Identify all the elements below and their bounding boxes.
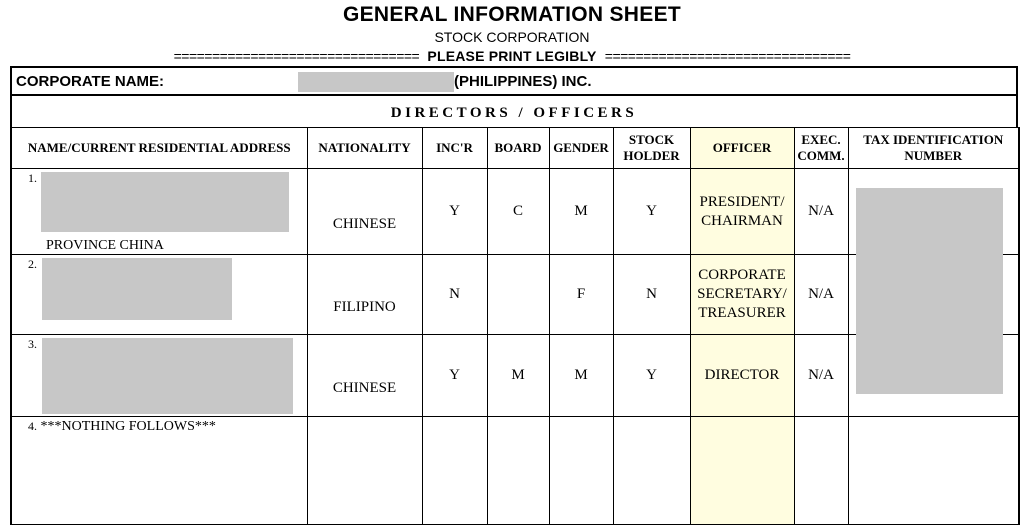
stock-label: STOCK (628, 132, 675, 147)
nationality-value: CHINESE (332, 215, 397, 232)
name-redaction (42, 258, 232, 320)
rule-right: ================================ (604, 48, 851, 64)
comm-label: COMM. (797, 148, 845, 163)
officer-cell (690, 169, 794, 255)
col-header-nationality: NATIONALITY (307, 128, 422, 169)
name-cell (11, 255, 307, 335)
exec-cell (794, 417, 848, 525)
col-header-board: BOARD (487, 128, 549, 169)
tin-label-1: TAX IDENTIFICATION (863, 132, 1004, 147)
col-header-incr: INC'R (422, 128, 487, 169)
col-header-stockholder (613, 128, 690, 169)
officer-line: SECRETARY/ (697, 286, 787, 302)
nationality-cell (307, 169, 422, 255)
name-cell (11, 335, 307, 417)
nationality-cell (307, 255, 422, 335)
name-redaction (41, 172, 289, 232)
gender-cell: M (549, 169, 613, 255)
row-number: 3. (28, 337, 37, 351)
board-cell: M (487, 335, 549, 417)
nationality-value: FILIPINO (333, 298, 396, 315)
form-title: GENERAL INFORMATION SHEET (342, 3, 682, 26)
tin-redaction (856, 188, 1003, 394)
nationality-cell (307, 335, 422, 417)
col-header-gender: GENDER (549, 128, 613, 169)
row-number: 2. (28, 257, 37, 271)
board-cell (487, 417, 549, 525)
corporate-name-suffix: (PHILIPPINES) INC. (454, 73, 592, 90)
col-header-tin (848, 128, 1019, 169)
row-number: 4. (28, 419, 37, 433)
board-cell (487, 255, 549, 335)
tin-label-2: NUMBER (904, 148, 963, 163)
address-tail: PROVINCE CHINA (46, 238, 164, 253)
gender-cell (549, 417, 613, 525)
row-number: 1. (28, 171, 37, 185)
incr-cell: Y (422, 169, 487, 255)
table-row (11, 417, 1019, 525)
gender-cell: M (549, 335, 613, 417)
corporate-name-redaction (298, 72, 454, 92)
stockholder-cell: N (613, 255, 690, 335)
print-instruction: PLEASE PRINT LEGIBLY (427, 48, 597, 64)
nothing-follows (28, 419, 216, 435)
officer-line: TREASURER (698, 305, 786, 321)
name-cell (11, 417, 307, 525)
officer-cell (690, 255, 794, 335)
section-title: DIRECTORS / OFFICERS (10, 96, 1018, 128)
officer-line: PRESIDENT/ (699, 193, 785, 210)
officer-line: CORPORATE (698, 267, 786, 283)
tin-cell (848, 417, 1019, 525)
stockholder-cell (613, 417, 690, 525)
officer-cell: DIRECTOR (690, 335, 794, 417)
incr-cell (422, 417, 487, 525)
corporate-name-row (10, 66, 1018, 96)
col-header-officer: OFFICER (690, 128, 794, 169)
exec-cell: N/A (794, 255, 848, 335)
holder-label: HOLDER (623, 148, 680, 163)
officer-cell (690, 417, 794, 525)
nationality-value: CHINESE (332, 379, 397, 396)
col-header-exec-comm (794, 128, 848, 169)
name-redaction (42, 338, 293, 414)
exec-cell: N/A (794, 169, 848, 255)
incr-cell: N (422, 255, 487, 335)
incr-cell: Y (422, 335, 487, 417)
col-header-name: NAME/CURRENT RESIDENTIAL ADDRESS (11, 128, 307, 169)
stockholder-cell: Y (613, 335, 690, 417)
nationality-cell (307, 417, 422, 525)
exec-cell: N/A (794, 335, 848, 417)
officer-line: CHAIRMAN (701, 212, 783, 229)
board-cell: C (487, 169, 549, 255)
gender-cell: F (549, 255, 613, 335)
table-header-row (11, 128, 1019, 169)
nothing-follows-text: ***NOTHING FOLLOWS*** (40, 419, 216, 434)
name-cell (11, 169, 307, 255)
form-subtitle: STOCK CORPORATION (434, 29, 590, 45)
rule-left: ================================ (173, 48, 420, 64)
exec-label: EXEC. (801, 132, 841, 147)
print-instruction-line (0, 48, 1024, 64)
stockholder-cell: Y (613, 169, 690, 255)
corporate-name-label: CORPORATE NAME: (16, 73, 165, 90)
